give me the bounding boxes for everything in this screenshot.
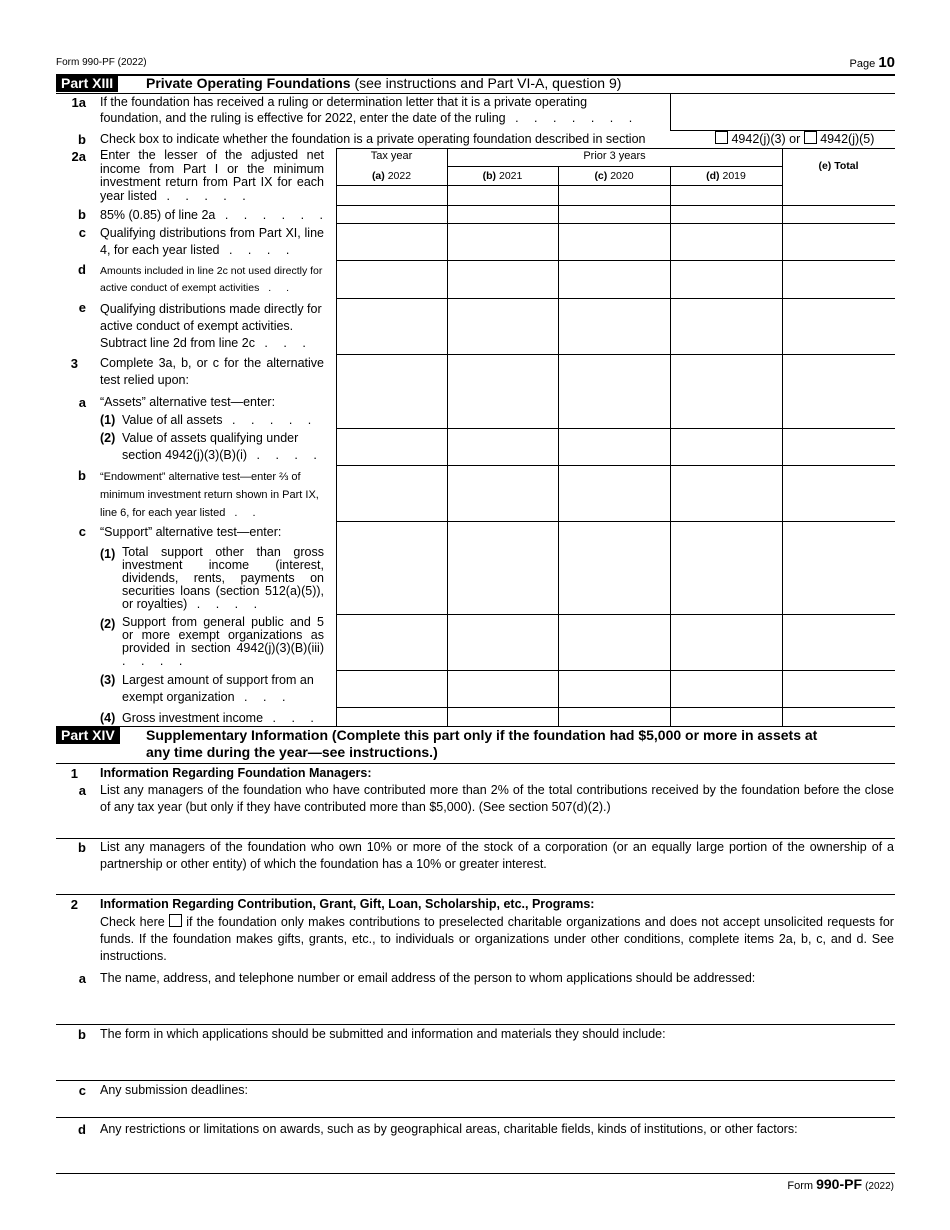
- l1a-line2: foundation, and the ruling is effective for 2022, enter the date of the ruling . . . . . . .: [100, 111, 639, 125]
- p14-l1-text: Information Regarding Foundation Managers:: [100, 766, 372, 780]
- prior-years-rule: [447, 166, 782, 167]
- l1b-opt2: 4942(j)(5): [820, 132, 875, 146]
- col-prior-3: Prior 3 years: [583, 150, 646, 162]
- part13-subtitle: (see instructions and Part VI-A, question 9): [354, 75, 622, 91]
- l3c2-label: Support from general public and 5 or more exempt organizations as provided in section 4942(j)(3)(B)(iii) . . . .: [122, 615, 324, 668]
- p14-l2-check-para: [100, 914, 894, 965]
- row-3c3-rule: [336, 707, 895, 708]
- l3b-num: b: [78, 468, 86, 483]
- l2a-label: Enter the lesser of the adjusted net income from Part I or the minimum investment return from Part IX for each year listed . . . . .: [100, 148, 324, 203]
- l1a-text-1: If the foundation has received a ruling or determination letter that it is a private operating: [100, 95, 588, 109]
- row-3c2-rule: [336, 670, 895, 671]
- form-id: Form 990-PF (2022): [56, 57, 147, 68]
- p14-l2a-rule: [56, 1024, 895, 1025]
- l3c3-num: (3): [100, 673, 116, 687]
- part14-title: [146, 727, 896, 761]
- col-tax-year: Tax year: [370, 150, 413, 162]
- p14-l2d-num: d: [78, 1122, 86, 1137]
- col-b-head: (b) 2021: [482, 170, 523, 182]
- l3a-label: “Assets” alternative test—enter:: [100, 395, 276, 409]
- l1a-text-2: foundation, and the ruling is effective for 2022, enter the date of the ruling: [100, 111, 506, 125]
- p14-l2c-rule: [56, 1117, 895, 1118]
- col-e-head: (e) Total: [818, 160, 859, 172]
- l3c4-label: Gross investment income . . .: [122, 711, 320, 725]
- part14-header-rule: [56, 763, 895, 764]
- p14-l1b-answer[interactable]: [100, 875, 894, 894]
- row-3a1-rule: [336, 428, 895, 429]
- p14-l1a-num: a: [78, 783, 86, 798]
- l3a2-label: Value of assets qualifying under section 4942(j)(3)(B)(i) . . . .: [122, 431, 323, 462]
- p14-l2-num: 2: [70, 897, 78, 912]
- l2a-num: 2a: [71, 149, 86, 164]
- l2e-label: Qualifying distributions made directly for active conduct of exempt activities. Subtract line 2d from line 2c . . .: [100, 302, 322, 350]
- l2d-label: Amounts included in line 2c not used directly for active conduct of exempt activities . .: [100, 265, 323, 294]
- page-label: Page: [849, 58, 876, 70]
- l3c4-num: (4): [100, 711, 116, 725]
- p14-l2b-text: The form in which applications should be submitted and information and materials they should include:: [100, 1027, 666, 1041]
- row-2e-rule: [336, 354, 895, 355]
- p14-l1-num: 1: [70, 766, 78, 781]
- footer-form-year: (2022): [865, 1181, 894, 1192]
- l3c3-label: Largest amount of support from an exempt organization . . .: [122, 673, 314, 704]
- p14-l1b-num: b: [78, 840, 86, 855]
- row-2c-rule: [336, 260, 895, 261]
- l3c1-label: Total support other than gross investment income (interest, dividends, rents, payments on securities loans (section 512(a)(5)), or royalties) . . . .: [122, 545, 324, 611]
- footer-form-name: 990-PF: [816, 1176, 863, 1192]
- l3a-num: a: [78, 395, 86, 410]
- l2c-label: Qualifying distributions from Part XI, line 4, for each year listed . . . .: [100, 226, 324, 257]
- p14-l1a-text: List any managers of the foundation who have contributed more than 2% of the total contributions received by the foundation before the close of any tax year (but only if they have contributed more than $5,000). (See section 507(d)(2).): [100, 783, 894, 814]
- p14-l2-check-pre: Check here: [100, 915, 165, 929]
- part14-label: Part XIV: [56, 727, 120, 744]
- l3c-num: c: [78, 524, 86, 539]
- l2b-num: b: [78, 207, 86, 222]
- l1b-options: [715, 131, 874, 147]
- part14-title-1: Supplementary Information (Complete this part only if the foundation had $5,000 or more in assets at: [146, 727, 818, 743]
- row-2a-rule: [336, 205, 895, 206]
- col-c-left: [558, 166, 559, 726]
- p14-l2-check-post: if the foundation only makes contributions to preselected charitable organizations and does not accept unsolicited requests for funds. If the foundation makes gifts, grants, etc., to individuals or organizations under other conditions, complete items 2a, b, c, and d. See instructions.: [100, 915, 894, 963]
- p14-l2-text: Information Regarding Contribution, Grant, Gift, Loan, Scholarship, etc., Programs:: [100, 897, 595, 911]
- part14-title-2: any time during the year—see instructions.): [146, 744, 438, 760]
- page-number: 10: [878, 54, 895, 71]
- preselected-only-checkbox[interactable]: [169, 914, 182, 927]
- l3-label: Complete 3a, b, or c for the alternative test relied upon:: [100, 356, 324, 387]
- l3c-label: “Support” alternative test—enter:: [100, 525, 282, 539]
- l3a1-label: Value of all assets . . . . .: [122, 413, 318, 427]
- col-b-left: [447, 148, 448, 726]
- footer-form-prefix: Form: [787, 1180, 814, 1192]
- l2b-label: 85% (0.85) of line 2a . . . . . .: [100, 208, 330, 222]
- p14-l2b-rule: [56, 1080, 895, 1081]
- l2d-num: d: [78, 262, 86, 277]
- l2c-num: c: [78, 225, 86, 240]
- p14-l2c-answer[interactable]: [100, 1100, 894, 1117]
- l3c2-num: (2): [100, 617, 116, 631]
- table-top-rule: [336, 148, 895, 149]
- l1b-text: Check box to indicate whether the foundation is a private operating foundation described in section: [100, 132, 646, 146]
- p14-l2a-answer[interactable]: [100, 990, 894, 1024]
- row-3a2-rule: [336, 465, 895, 466]
- p14-l2a-text: The name, address, and telephone number or email address of the person to whom applications should be addressed:: [100, 971, 756, 985]
- row-2b-rule: [336, 223, 895, 224]
- part13-label: Part XIII: [56, 75, 118, 92]
- p14-l2b-answer[interactable]: [100, 1046, 894, 1080]
- l1b-num: b: [78, 132, 86, 147]
- l3a2-num: (2): [100, 431, 116, 445]
- p14-l1b-rule: [56, 894, 895, 895]
- part13-heading: [146, 75, 621, 92]
- col-e-left: [782, 148, 783, 726]
- p14-l2c-text: Any submission deadlines:: [100, 1083, 248, 1097]
- l3a1-num: (1): [100, 413, 116, 427]
- checkbox-4942j5[interactable]: [804, 131, 817, 144]
- p14-l1b-text: List any managers of the foundation who own 10% or more of the stock of a corporation (or an equally large portion of the ownership of a partnership or other entity) of which the foundation has a 10% or greater interest.: [100, 840, 894, 871]
- p14-l2d-answer[interactable]: [100, 1157, 894, 1173]
- row-2d-rule: [336, 298, 895, 299]
- l3-num: 3: [70, 356, 78, 371]
- checkbox-4942j3[interactable]: [715, 131, 728, 144]
- col-a-head: (a) 2022: [371, 170, 412, 182]
- l1b-opt1: 4942(j)(3) or: [731, 132, 801, 146]
- page-number-block: [850, 54, 895, 71]
- ruling-date-field[interactable]: [670, 93, 895, 130]
- l1a-num: 1a: [71, 95, 86, 110]
- l2e-num: e: [78, 300, 86, 315]
- row-3c1-rule: [336, 614, 895, 615]
- p14-l2c-num: c: [78, 1083, 86, 1098]
- row-3b-rule: [336, 521, 895, 522]
- p14-l2d-text: Any restrictions or limitations on awards, such as by geographical areas, charitable fields, kinds of institutions, or other factors:: [100, 1122, 798, 1136]
- col-d-left: [670, 166, 671, 726]
- p14-l1a-answer[interactable]: [100, 818, 894, 838]
- l3b-label: “Endowment” alternative test—enter ⅔ of minimum investment return shown in Part IX, line 6, for each year listed . .: [100, 471, 319, 519]
- part13-title: Private Operating Foundations: [146, 75, 351, 91]
- col-c-head: (c) 2020: [594, 170, 634, 182]
- colhead-bottom-rule: [336, 185, 782, 186]
- col-d-head: (d) 2019: [706, 170, 746, 182]
- p14-l2d-rule: [56, 1173, 895, 1174]
- l3c1-num: (1): [100, 547, 116, 561]
- p14-l2a-num: a: [78, 971, 86, 986]
- col-a-left: [336, 148, 337, 726]
- p14-l2b-num: b: [78, 1027, 86, 1042]
- footer-form-id: [787, 1176, 894, 1192]
